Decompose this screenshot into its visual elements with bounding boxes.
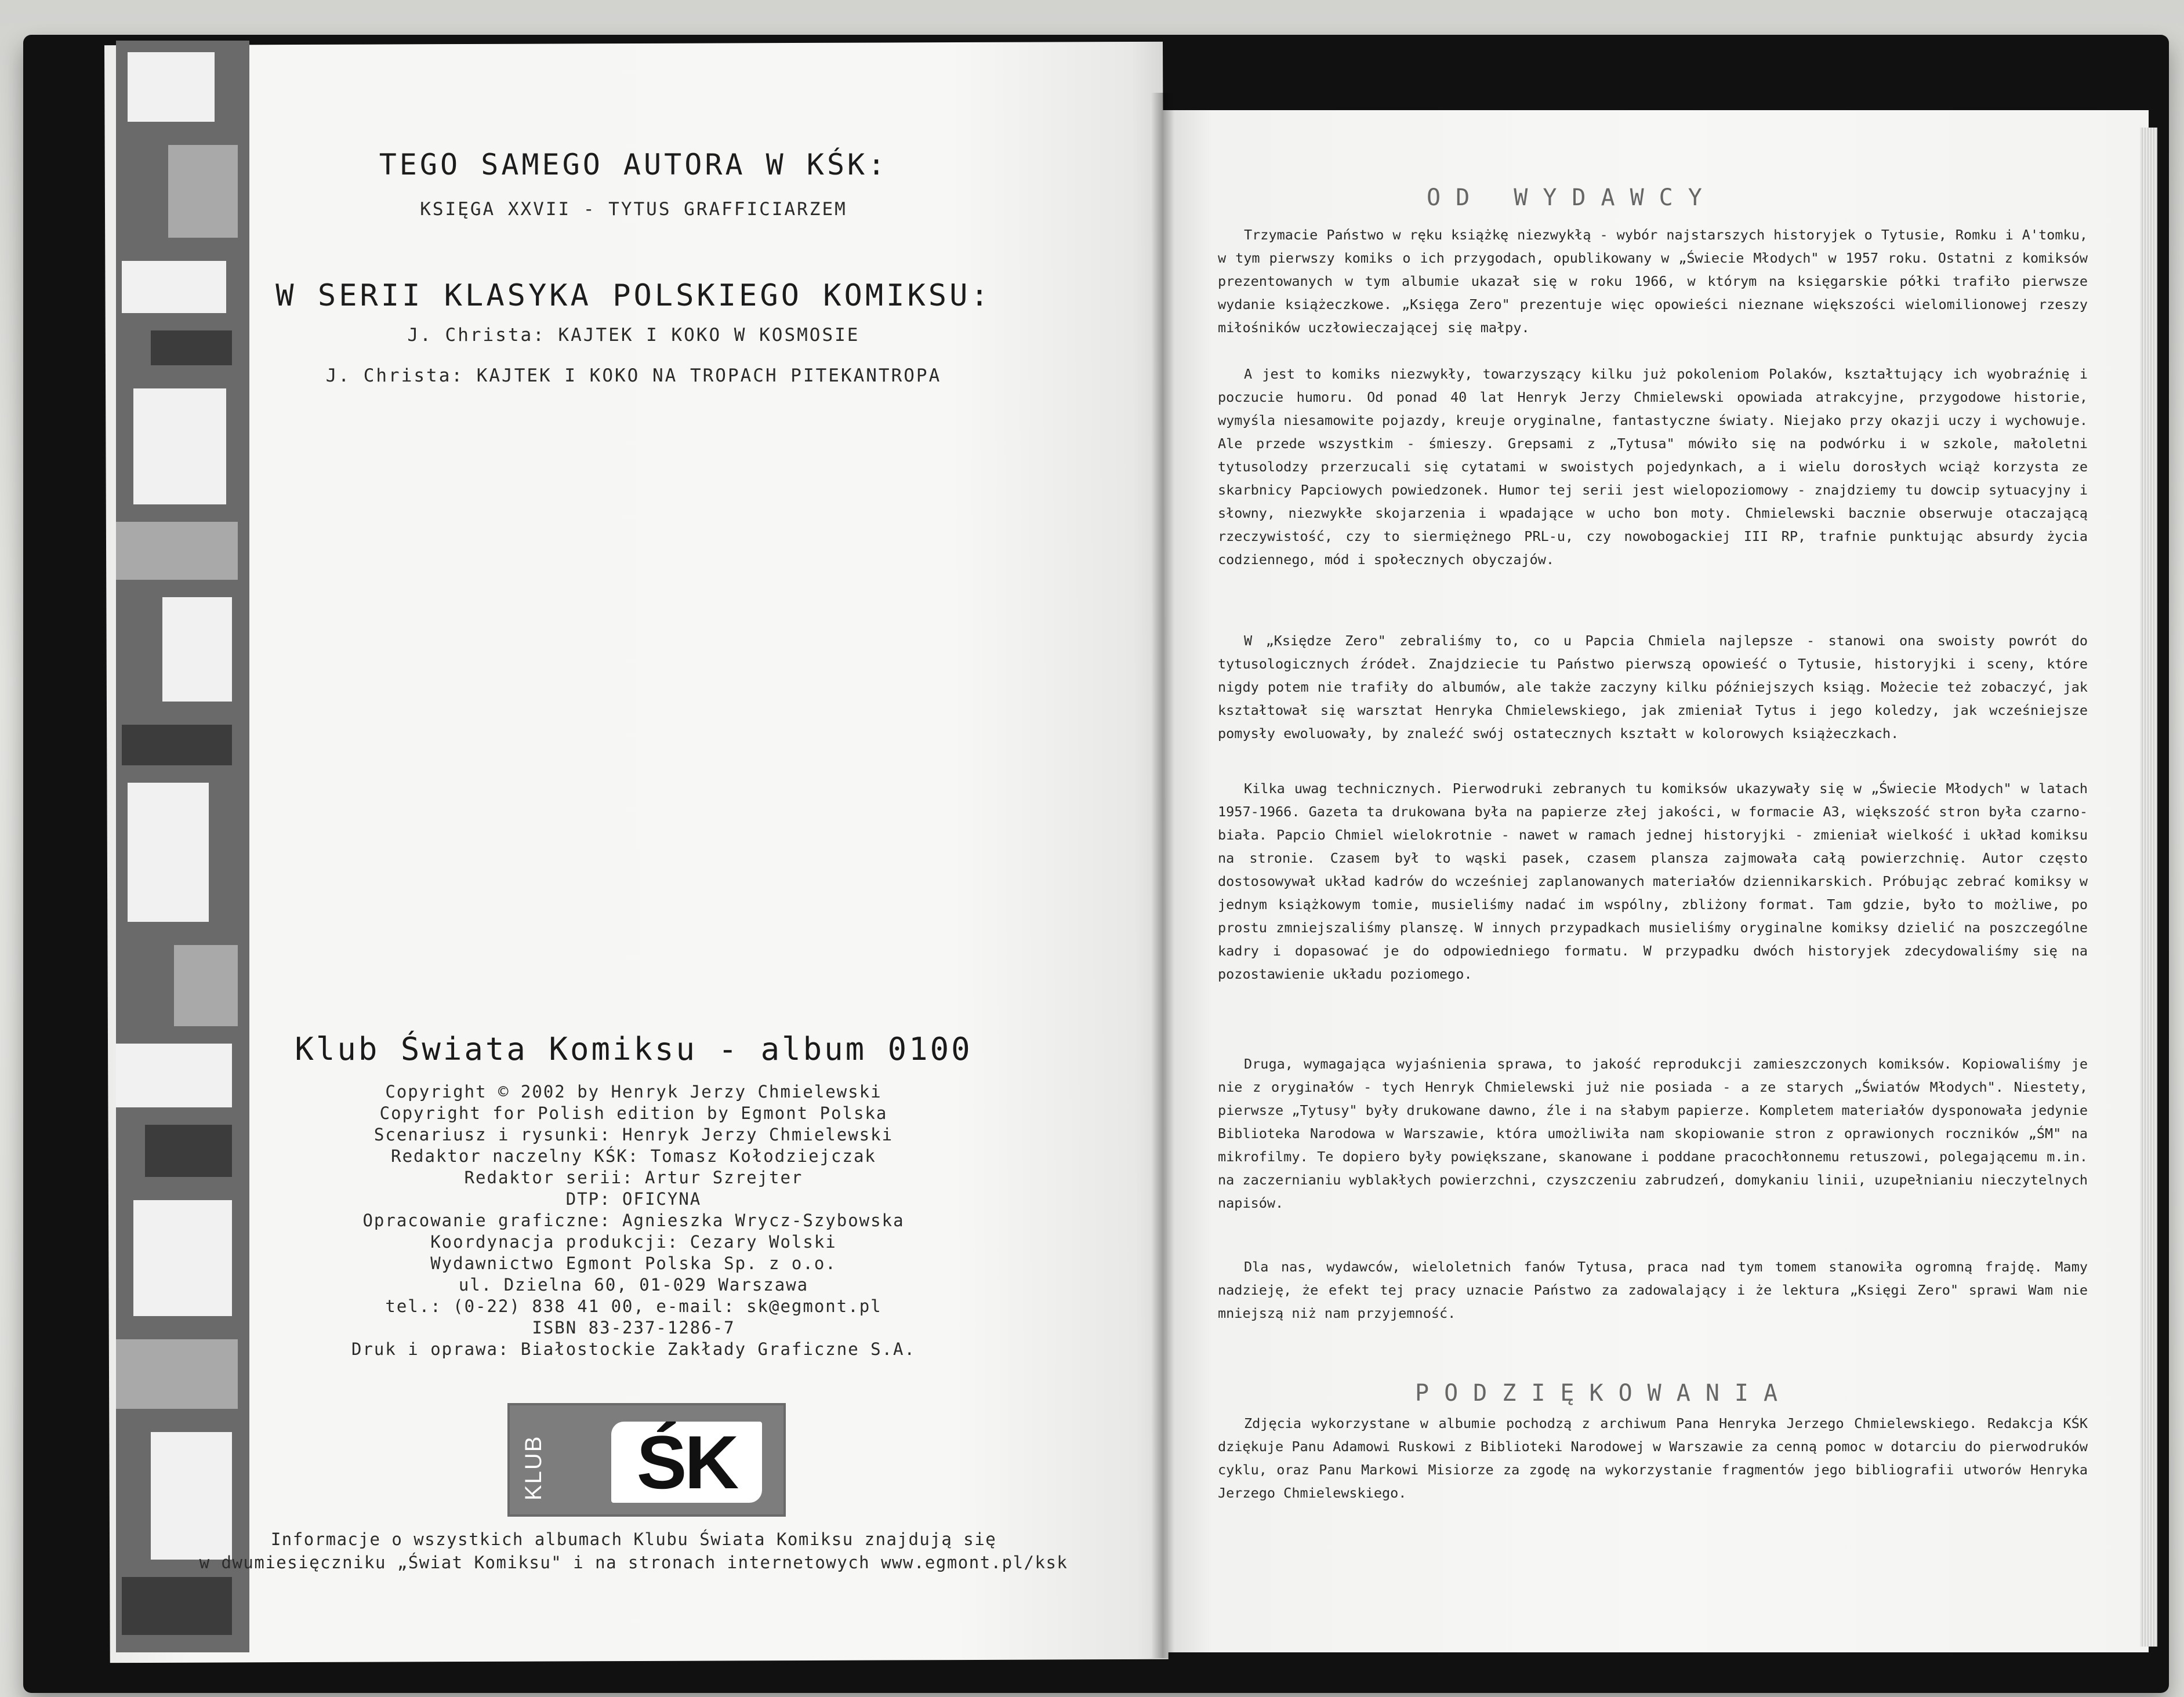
credit-line: Wydawnictwo Egmont Polska Sp. z o.o.: [430, 1253, 837, 1273]
publisher-paragraph: Dla nas, wydawców, wieloletnich fanów Tytusa, praca nad tym tomem stanowiła ogromną frajdę. Mamy nadzieję, że efekt tej pracy uznacie Państwo za zadowalający i że lektura „Księgi Zero" sprawi Wam nie mniejszą niż nam przyjemność.: [1218, 1259, 2088, 1321]
series-book: J. Christa: KAJTEK I KOKO W KOSMOSIE: [407, 325, 860, 346]
thanks-paragraph: Zdjęcia wykorzystane w albumie pochodzą z archiwum Pana Henryka Jerzego Chmielewskiego. Redakcja KŚK dziękuje Panu Adamowi Ruskowi z Biblioteki Narodowej w Warszawie za cenną pomoc w dotarciu do pierwodruków cyklu, oraz Panu Markowi Misiorze za zgodę na wykorzystanie fragmentów jego bibliografii utworów Henryka Jerzego Chmielewskiego.: [1218, 1415, 2088, 1501]
ksk-logo: [507, 1403, 786, 1517]
credit-line: tel.: (0-22) 838 41 00, e-mail: sk@egmont.pl: [385, 1296, 882, 1316]
publisher-paragraph: Kilka uwag technicznych. Pierwodruki zebranych tu komiksów ukazywały się w „Świecie Młodych" w latach 1957-1966. Gazeta ta drukowana była na papierze złej jakości, w formacie A3, większość stron była czarno-biała. Papcio Chmiel wielokrotnie - nawet w ramach jednej historyjki - zmieniał wielkość i układ komiksu na stronie. Czasem był to wąski pasek, czasem plansza zajmowała całą powierzchnię. Autor często dostosowywał układ kadrów do wcześniej zaplanowanych materiałów dziennikarskich. Próbując zebrać komiksy w jednym książkowym tomie, musieliśmy nadać im wspólny, zbliżony format. Tam gdzie, było to możliwe, po prostu zmniejszaliśmy planszę. W innych przypadkach musieliśmy oryginalne komiksy dzielić na poszczególne kadry i dopasować je do odpowiedniego formatu. W przypadku dwóch historyjek zdecydowaliśmy się na pozostawienie układu poziomego.: [1218, 780, 2088, 982]
series-book: J. Christa: KAJTEK I KOKO NA TROPACH PITEKANTROPA: [325, 365, 942, 386]
series-heading: W SERII KLASYKA POLSKIEGO KOMIKSU:: [275, 278, 992, 313]
info-block: [104, 1528, 1163, 1574]
publisher-heading: OD WYDAWCY: [1427, 184, 1717, 211]
credit-line: Druk i oprawa: Białostockie Zakłady Graficzne S.A.: [351, 1339, 916, 1359]
credit-line: Copyright for Polish edition by Egmont Polska: [379, 1103, 888, 1123]
credit-line: ul. Dzielna 60, 01-029 Warszawa: [458, 1275, 809, 1295]
logo-klub-text: KLUB: [521, 1435, 546, 1500]
credit-line: Scenariusz i rysunki: Henryk Jerzy Chmielewski: [373, 1125, 894, 1144]
publisher-paragraph: Druga, wymagająca wyjaśnienia sprawa, to jakość reprodukcji zamieszczonych komiksów. Kopiowaliśmy je nie z oryginałów - tych Henryk Chmielewski już nie posiada - a ze starych „Światów Młodych". Niestety, pierwsze „Tytusy" były drukowane dawno, źle i na słabym papierze. Kompletem materiałów dysponowała jedynie Biblioteka Narodowa w Warszawie, która umożliwiła nam skopiowanie stron z oprawionych roczników „ŚM" na mikrofilmy. Te dopiero były powiększane, skanowane i poddane pracochłonnemu retuszowi, polegającemu m.in. na zaczernianiu wyblakłych powierzchni, czyszczeniu zabrudzeń, domykaniu linii, uzupełnianiu nieczytelnych napisów.: [1218, 1056, 2088, 1211]
credit-line: Redaktor naczelny KŚK: Tomasz Kołodziejczak: [391, 1146, 876, 1166]
author-heading: TEGO SAMEGO AUTORA W KŚK:: [379, 148, 888, 181]
info-line: Informacje o wszystkich albumach Klubu Świata Komiksu znajdują się: [270, 1529, 997, 1549]
credits-block: [104, 1081, 1163, 1360]
left-page-content: [104, 43, 1163, 1661]
album-title: Klub Świata Komiksu - album 0100: [295, 1031, 973, 1067]
thanks-heading: PODZIĘKOWANIA: [1415, 1380, 1793, 1407]
credit-line: ISBN 83-237-1286-7: [532, 1318, 735, 1338]
info-line: w dwumiesięczniku „Świat Komiksu" i na stronach internetowych www.egmont.pl/ksk: [199, 1553, 1068, 1572]
logo-sk-text: ŚK: [611, 1422, 762, 1503]
author-book: KSIĘGA XXVII - TYTUS GRAFFICIARZEM: [420, 199, 847, 220]
credit-line: DTP: OFICYNA: [565, 1189, 702, 1209]
credit-line: Opracowanie graficzne: Agnieszka Wrycz-Szybowska: [362, 1211, 905, 1230]
credit-line: Koordynacja produkcji: Cezary Wolski: [430, 1232, 837, 1252]
credit-line: Redaktor serii: Artur Szrejter: [464, 1168, 803, 1187]
page-edges: [2140, 128, 2157, 1647]
credit-line: Copyright © 2002 by Henryk Jerzy Chmielewski: [385, 1082, 882, 1102]
publisher-paragraph: W „Księdze Zero" zebraliśmy to, co u Papcia Chmiela najlepsze - stanowi ona swoisty powrót do tytusologicznych źródeł. Znajdziecie tu Państwo pierwszą opowieść o Tytusie, historyjki i sceny, które nigdy potem nie trafiły do albumów, ale także zaczyny kilku późniejszych ksiąg. Możecie też zobaczyć, jak kształtował się warsztat Henryka Chmielewskiego, jak zmieniał Tytus i jego koledzy, jak wcześniejsze pomysły ewoluowały, by znaleźć swój ostatecznych kształt w kolorowych książeczkach.: [1218, 633, 2088, 742]
publisher-paragraph: A jest to komiks niezwykły, towarzyszący kilku już pokoleniom Polaków, kształtujący ich wyobraźnię i poczucie humoru. Od ponad 40 lat Henryk Jerzy Chmielewski opowiada atrakcyjne, przygodowe historie, wymyśla niesamowite pojazdy, kreuje oryginalne, fantastyczne światy. Niejako przy okazji uczy i wychowuje. Ale przede wszystkim - śmieszy. Grepsami z „Tytusa" mówiło się na podwórku i w szkole, małoletni tytusolodzy przerzucali się cytatami w swoistych pojedynkach, a i wielu dorosłych wciąż korzysta ze skarbnicy Papciowych powiedzonek. Humor tej serii jest wielopoziomowy - znajdziemy tu dowcip sytuacyjny i słowny, niezwykłe skojarzenia i wpadające w ucho bon moty. Chmielewski bacznie obserwuje otaczającą rzeczywistość, czy to siermiężnego PRL-u, czy nowobogackiej III RP, trafnie punktując absurdy życia codziennego, mód i społecznych obyczajów.: [1218, 366, 2088, 568]
publisher-paragraph: Trzymacie Państwo w ręku książkę niezwykłą - wybór najstarszych historyjek o Tytusie, Romku i A'tomku, w tym pierwszy komiks o ich przygodach, opublikowany w „Świecie Młodych" w 1957 roku. Ostatni z komiksów prezentowanych w tym albumie ukazał się w roku 1966, w którym na księgarskie półki trafiło pierwsze wydanie książeczkowe. „Księga Zero" prezentuje więc opowieści nieznane większości wielomilionowej rzeszy miłośników uczłowieczającej się małpy.: [1218, 227, 2088, 336]
